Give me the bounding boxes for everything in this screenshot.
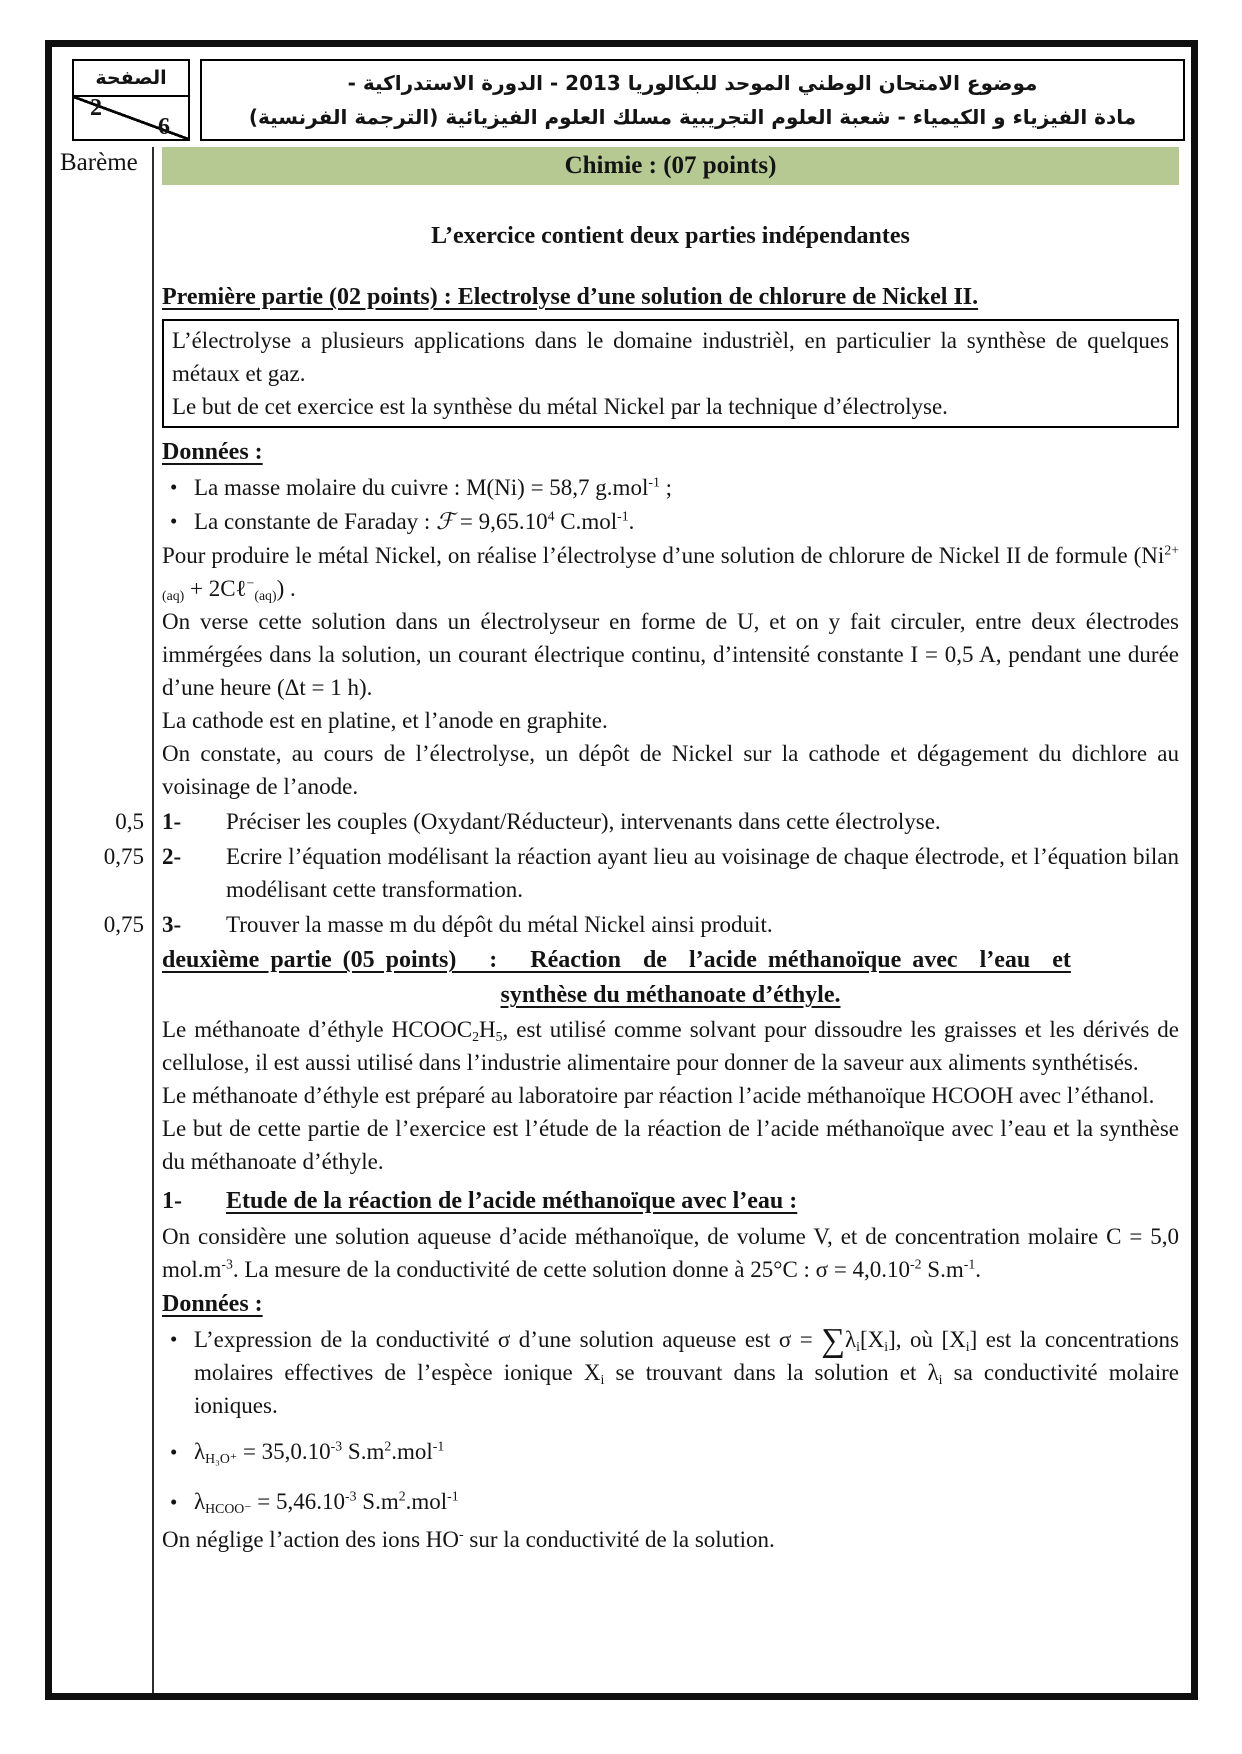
exam-title-line2: مادة الفيزياء و الكيمياء - شعبة العلوم التجريبية مسلك العلوم الفيزيائية (الترجمة الفرنسية) — [248, 105, 1137, 129]
list-item — [162, 471, 1179, 504]
bullet-dot: • — [170, 475, 178, 499]
list-item — [162, 1432, 1179, 1472]
question-text: Trouver la masse m du dépôt du métal Nickel ainsi produit. — [226, 912, 773, 937]
part2-para-but: Le but de cette partie de l’exercice est l’étude de la réaction de l’acide méthanoïque avec l’eau et la synthèse du méthanoate d’éthyle. — [162, 1116, 1179, 1174]
bullet-dot: • — [170, 1440, 178, 1464]
exercise-intro: L’exercice contient deux parties indépendantes — [431, 223, 910, 249]
bareme-score: 0,5 — [115, 809, 144, 834]
document-frame — [45, 40, 1198, 1700]
question-heading-text: Etude de la réaction de l’acide méthanoïque avec l’eau : — [226, 1188, 798, 1214]
donnee-masse-molaire: La masse molaire du cuivre : M(Ni) = 58,7 g.mol$^{-1}$ ; — [194, 474, 672, 500]
part1-heading: Première partie (02 points) : Electrolyse d’une solution de chlorure de Nickel II. — [162, 284, 979, 310]
part1-context-box — [162, 319, 1179, 428]
bullet-dot: • — [170, 509, 178, 533]
list-item — [162, 1482, 1179, 1522]
part2-q1-heading — [162, 1182, 1179, 1220]
donnee-lambda-hcoo: $\lambda_{HCOO^-} = 5,46.10^{-3}$ $S.m^2.mol^{-1}$ — [194, 1488, 459, 1517]
context-line: Le but de cet exercice est la synthèse du métal Nickel par la technique d’électrolyse. — [172, 394, 948, 419]
part2-q1-para: On considère une solution aqueuse d’acide méthanoïque, de volume V, et de concentration molaire C = 5,0 $mol.m^{-3}$. La mesure de la conductivité de cette solution donne à 25°C : $\sigma = 4,0.10^{-2}$ $S.m^{-1}$. — [162, 1224, 1179, 1282]
donnee-faraday: La constante de Faraday : ℱ = $9,65.10^4$ C.mol$^{-1}$. — [194, 508, 635, 534]
bareme-score: 0,75 — [103, 844, 144, 869]
page-total: 6 — [158, 114, 170, 140]
content-column — [60, 147, 1191, 1693]
part1-donnees-heading: Données : — [162, 439, 263, 465]
question-row — [103, 908, 1179, 941]
bareme-column-label: Barème — [60, 149, 138, 176]
donnee-conductivite: L’expression de la conductivité σ d’une solution aqueuse est $\sigma = \sum\lambda_i[X_i]$, où $[X_i]$ est la concentrations molaires effectives de l’espèce ionique $X_i$ se trouvant dans la solution et $\lambda_i$ sa conductivité molaire ioniques. — [194, 1322, 1180, 1418]
document-header — [52, 47, 1191, 147]
donnee-lambda-h3o: $\lambda_{H_3O^+} = 35,0.10^{-3}$ $S.m^2.mol^{-1}$ — [194, 1438, 445, 1467]
part2-heading-line2: synthèse du méthanoate d’éthyle. — [500, 982, 841, 1008]
question-row — [103, 840, 1179, 906]
question-text: Ecrire l’équation modélisant la réaction ayant lieu au voisinage de chaque électrode, et l’équation bilan modélisant cette transformation. — [226, 844, 1179, 902]
part1-para-electrolyseur: On verse cette solution dans un électrolyseur en forme de U, et on y fait circuler, entre deux électrodes immérgées dans la solution, un courant électrique continu, d’intensité constante I = 0,5 A, pendant une durée d’une heure (Δt = 1 h). — [162, 609, 1179, 700]
exam-title-line1: موضوع الامتحان الوطني الموحد للبكالوريا 2013 - الدورة الاستدراكية - — [347, 71, 1038, 95]
part1-para-constat: On constate, au cours de l’électrolyse, un dépôt de Nickel sur la cathode et dégagement du dichlore au voisinage de l’anode. — [162, 741, 1179, 799]
list-item — [162, 505, 1179, 538]
subject-banner: Chimie : (07 points) — [162, 147, 1179, 185]
question-text: Préciser les couples (Oxydant/Réducteur), intervenants dans cette électrolyse. — [226, 809, 941, 834]
page-label: الصفحة — [74, 61, 188, 97]
part2-para-usage: Le méthanoate d’éthyle $HCOOC_2H_5$, est utilisé comme solvant pour dissoudre les graisses et les dérivés de cellulose, il est aussi utilisé dans l’industrie alimentaire pour donner de la saveur aux aliments synthétisés. — [162, 1017, 1179, 1075]
page-fraction-diagonal — [74, 97, 188, 139]
part1-para-cathode: La cathode est en platine, et l’anode en graphite. — [162, 708, 608, 733]
exam-title-box — [200, 59, 1185, 141]
bullet-dot: • — [170, 1327, 178, 1351]
page-current: 2 — [90, 95, 102, 121]
part2-heading-line1: deuxième partie (05 points) : Réaction de l’acide méthanoïque avec l’eau et — [162, 947, 1071, 973]
part2-para-preparation: Le méthanoate d’éthyle est préparé au laboratoire par réaction l’acide méthanoïque HCOOH avec l’éthanol. — [162, 1083, 1155, 1108]
bareme-score: 0,75 — [103, 912, 144, 937]
context-line: L’électrolyse a plusieurs applications dans le domaine industrièl, en particulier la synthèse de quelques métaux et gaz. — [172, 328, 1169, 386]
question-number: 2- — [162, 844, 182, 869]
question-number: 1- — [162, 809, 182, 834]
question-number: 3- — [162, 912, 182, 937]
part1-para-formule: Pour produire le métal Nickel, on réalise l’électrolyse d’une solution de chlorure de Nickel II de formule ($Ni^{2+}_{(aq)}$ + 2Cℓ−$_{(aq)}$) . — [162, 542, 1179, 604]
list-item — [162, 1323, 1179, 1422]
question-row — [115, 805, 1179, 838]
question-number: 1- — [162, 1188, 182, 1214]
page-number-box — [72, 59, 190, 141]
bullet-dot: • — [170, 1490, 178, 1514]
closing-note: On néglige l’action des ions HO- sur la conductivité de la solution. — [162, 1526, 775, 1552]
part2-donnees-heading: Données : — [162, 1291, 263, 1317]
